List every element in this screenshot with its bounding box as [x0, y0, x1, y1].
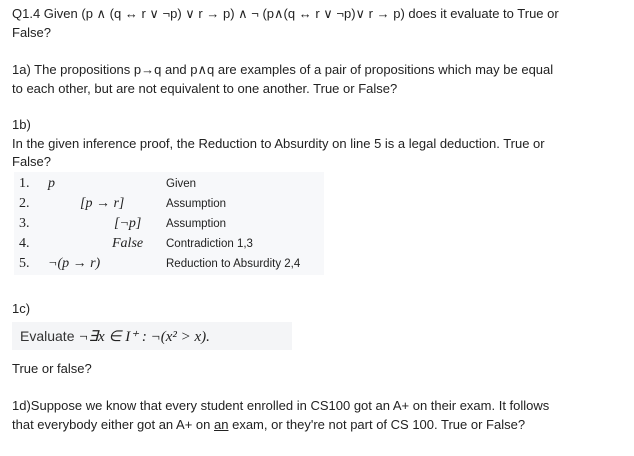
proof-justification: Given	[166, 178, 197, 190]
proof-expression: [p → r]	[80, 196, 125, 211]
inference-proof	[14, 172, 324, 275]
question-1d	[12, 397, 624, 434]
proof-expression: [¬p]	[114, 216, 142, 231]
proof-row	[14, 174, 324, 194]
proof-row	[14, 254, 324, 274]
question-1c-label: 1c)	[12, 301, 31, 316]
proof-line-number: 4.	[19, 236, 30, 251]
proof-expression: p	[48, 176, 55, 191]
question-1b-label: 1b)	[12, 117, 31, 132]
proof-justification: Assumption	[166, 198, 227, 210]
question-1-4-line2: False?	[12, 24, 52, 40]
proof-line-number: 5.	[19, 256, 30, 271]
question-1b	[12, 116, 624, 172]
evaluate-label: Evaluate	[20, 328, 75, 344]
question-1d-line2-start: that everybody either got an A+ on	[12, 416, 215, 432]
proof-justification: Assumption	[166, 218, 227, 230]
proof-justification: Contradiction 1,3	[166, 238, 253, 250]
question-1d-line2-end: exam, or they're not part of CS 100. True or False?	[228, 416, 526, 432]
question-1a	[12, 61, 624, 98]
question-1-4-line1: Q1.4 Given (p ∧ (q ↔ r ∨ ¬p) ∨ r → p) ∧ ¬ (p∧(q ↔ r ∨ ¬p)∨ r → p) does it evaluate to True or	[12, 6, 559, 21]
proof-row	[14, 214, 324, 234]
proof-line-number: 2.	[19, 196, 30, 211]
proof-line-number: 3.	[19, 216, 30, 231]
proof-expression: ¬(p → r)	[48, 256, 101, 271]
question-1b-line1: In the given inference proof, the Reduction to Absurdity on line 5 is a legal deduction. True or	[12, 135, 545, 151]
question-1b-line2: False?	[12, 154, 52, 169]
question-1d-line1: 1d)Suppose we know that every student enrolled in CS100 got an A+ on their exam. It follows	[12, 398, 550, 413]
question-1c-prompt: True or false?	[12, 361, 92, 376]
proof-row	[14, 194, 324, 214]
proof-row	[14, 234, 324, 254]
question-1d-line2	[12, 416, 624, 435]
underlined-word: an	[214, 416, 229, 432]
quantifier-expression: ¬∃x ∈ I⁺ : ¬(x² > x).	[78, 329, 210, 345]
proof-justification: Reduction to Absurdity 2,4	[166, 258, 301, 270]
proof-expression: False	[112, 236, 144, 251]
evaluate-expression-box	[12, 322, 292, 350]
proof-line-number: 1.	[19, 176, 30, 191]
question-1a-line1: 1a) The propositions p→q and p∧q are examples of a pair of propositions which may be equal	[12, 62, 554, 77]
question-1-4	[12, 5, 624, 42]
question-1a-line2: to each other, but are not equivalent to one another. True or False?	[12, 80, 398, 96]
